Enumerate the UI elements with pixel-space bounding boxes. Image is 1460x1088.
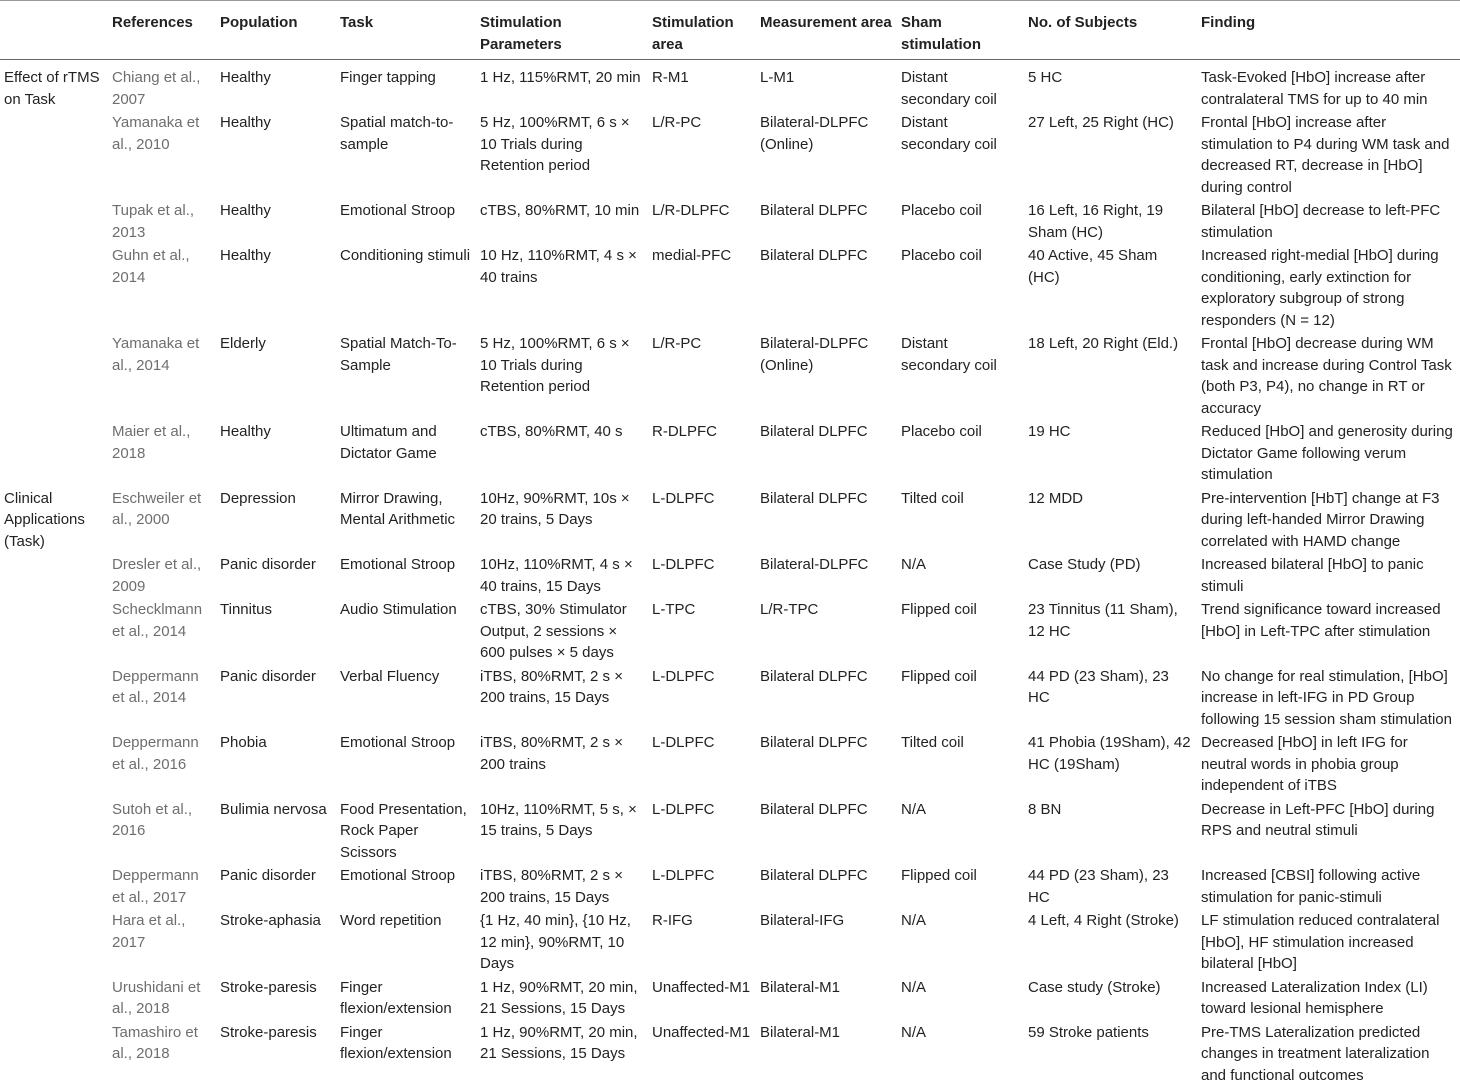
cell-reference: Maier et al., 2018 <box>108 421 216 488</box>
cell-subjects: Case Study (PD) <box>1024 554 1197 599</box>
cell-stim-area: Unaffected-M1 <box>648 1022 756 1088</box>
header-subjects: No. of Subjects <box>1024 1 1197 60</box>
cell-finding: LF stimulation reduced contralateral [HbO], HF stimulation increased bilateral [HbO] <box>1197 910 1460 977</box>
cell-task: Emotional Stroop <box>336 554 476 599</box>
cell-meas-area: L-M1 <box>756 60 897 113</box>
header-finding: Finding <box>1197 1 1460 60</box>
cell-subjects: 4 Left, 4 Right (Stroke) <box>1024 910 1197 977</box>
cell-task: Word repetition <box>336 910 476 977</box>
cell-sham: N/A <box>897 977 1024 1022</box>
cell-task: Food Presentation, Rock Paper Scissors <box>336 799 476 866</box>
cell-population: Panic disorder <box>216 554 336 599</box>
cell-task: Emotional Stroop <box>336 865 476 910</box>
cell-reference: Yamanaka et al., 2014 <box>108 333 216 421</box>
cell-population: Bulimia nervosa <box>216 799 336 866</box>
cell-finding: Pre-intervention [HbT] change at F3 during left-handed Mirror Drawing correlated with HAMD change <box>1197 488 1460 555</box>
cell-meas-area: Bilateral-IFG <box>756 910 897 977</box>
cell-reference: Schecklmann et al., 2014 <box>108 599 216 666</box>
header-sham-stimulation: Sham stimulation <box>897 1 1024 60</box>
cell-finding: Trend significance toward increased [HbO] in Left-TPC after stimulation <box>1197 599 1460 666</box>
header-stimulation-area: Stimulation area <box>648 1 756 60</box>
cell-params: 10Hz, 110%RMT, 4 s × 40 trains, 15 Days <box>476 554 648 599</box>
cell-stim-area: L-DLPFC <box>648 799 756 866</box>
cell-section: Effect of rTMS on Task <box>0 60 108 113</box>
header-task: Task <box>336 1 476 60</box>
table-row <box>0 1022 1460 1088</box>
cell-meas-area: Bilateral-DLPFC (Online) <box>756 112 897 200</box>
cell-finding: Increased bilateral [HbO] to panic stimuli <box>1197 554 1460 599</box>
cell-meas-area: Bilateral DLPFC <box>756 732 897 799</box>
cell-population: Healthy <box>216 200 336 245</box>
cell-subjects: 59 Stroke patients <box>1024 1022 1197 1088</box>
cell-finding: Decrease in Left-PFC [HbO] during RPS and neutral stimuli <box>1197 799 1460 866</box>
table-row <box>0 60 1460 113</box>
cell-reference: Deppermann et al., 2017 <box>108 865 216 910</box>
cell-reference: Urushidani et al., 2018 <box>108 977 216 1022</box>
cell-population: Healthy <box>216 421 336 488</box>
cell-subjects: 27 Left, 25 Right (HC) <box>1024 112 1197 200</box>
cell-section <box>0 977 108 1022</box>
cell-section <box>0 666 108 733</box>
cell-reference: Deppermann et al., 2014 <box>108 666 216 733</box>
cell-stim-area: L-DLPFC <box>648 732 756 799</box>
cell-subjects: 40 Active, 45 Sham (HC) <box>1024 245 1197 333</box>
cell-stim-area: L/R-PC <box>648 333 756 421</box>
cell-finding: Bilateral [HbO] decrease to left-PFC stimulation <box>1197 200 1460 245</box>
cell-sham: Flipped coil <box>897 599 1024 666</box>
table-row <box>0 599 1460 666</box>
cell-population: Panic disorder <box>216 865 336 910</box>
cell-task: Spatial Match-To-Sample <box>336 333 476 421</box>
table-row <box>0 112 1460 200</box>
header-row <box>0 1 1460 60</box>
cell-task: Finger flexion/extension <box>336 1022 476 1088</box>
cell-sham: Flipped coil <box>897 666 1024 733</box>
cell-params: cTBS, 80%RMT, 40 s <box>476 421 648 488</box>
cell-finding: Reduced [HbO] and generosity during Dictator Game following verum stimulation <box>1197 421 1460 488</box>
cell-sham: Placebo coil <box>897 200 1024 245</box>
cell-stim-area: L-DLPFC <box>648 554 756 599</box>
cell-subjects: 19 HC <box>1024 421 1197 488</box>
cell-population: Healthy <box>216 60 336 113</box>
cell-sham: Distant secondary coil <box>897 333 1024 421</box>
cell-population: Stroke-paresis <box>216 1022 336 1088</box>
cell-sham: Tilted coil <box>897 732 1024 799</box>
cell-section <box>0 1022 108 1088</box>
cell-stim-area: R-DLPFC <box>648 421 756 488</box>
cell-sham: Flipped coil <box>897 865 1024 910</box>
cell-subjects: 44 PD (23 Sham), 23 HC <box>1024 666 1197 733</box>
cell-task: Spatial match-to-sample <box>336 112 476 200</box>
cell-population: Stroke-aphasia <box>216 910 336 977</box>
cell-meas-area: Bilateral-M1 <box>756 977 897 1022</box>
table-row <box>0 732 1460 799</box>
cell-meas-area: L/R-TPC <box>756 599 897 666</box>
table-row <box>0 910 1460 977</box>
cell-reference: Eschweiler et al., 2000 <box>108 488 216 555</box>
cell-stim-area: medial-PFC <box>648 245 756 333</box>
cell-reference: Dresler et al., 2009 <box>108 554 216 599</box>
cell-population: Phobia <box>216 732 336 799</box>
cell-reference: Tupak et al., 2013 <box>108 200 216 245</box>
cell-finding: No change for real stimulation, [HbO] increase in left-IFG in PD Group following 15 session sham stimulation <box>1197 666 1460 733</box>
cell-task: Conditioning stimuli <box>336 245 476 333</box>
cell-section <box>0 799 108 866</box>
cell-subjects: 8 BN <box>1024 799 1197 866</box>
cell-params: cTBS, 80%RMT, 10 min <box>476 200 648 245</box>
table-row <box>0 799 1460 866</box>
cell-sham: N/A <box>897 554 1024 599</box>
cell-sham: Tilted coil <box>897 488 1024 555</box>
cell-section <box>0 599 108 666</box>
cell-params: 1 Hz, 90%RMT, 20 min, 21 Sessions, 15 Days <box>476 977 648 1022</box>
cell-stim-area: Unaffected-M1 <box>648 977 756 1022</box>
cell-params: {1 Hz, 40 min}, {10 Hz, 12 min}, 90%RMT, 10 Days <box>476 910 648 977</box>
cell-params: iTBS, 80%RMT, 2 s × 200 trains, 15 Days <box>476 865 648 910</box>
table-row <box>0 200 1460 245</box>
cell-reference: Hara et al., 2017 <box>108 910 216 977</box>
cell-stim-area: R-M1 <box>648 60 756 113</box>
cell-section <box>0 200 108 245</box>
cell-task: Emotional Stroop <box>336 200 476 245</box>
cell-section <box>0 421 108 488</box>
header-population: Population <box>216 1 336 60</box>
cell-finding: Increased Lateralization Index (LI) toward lesional hemisphere <box>1197 977 1460 1022</box>
cell-section <box>0 865 108 910</box>
cell-sham: Placebo coil <box>897 245 1024 333</box>
cell-subjects: 44 PD (23 Sham), 23 HC <box>1024 865 1197 910</box>
table-row <box>0 666 1460 733</box>
cell-params: 10Hz, 90%RMT, 10s × 20 trains, 5 Days <box>476 488 648 555</box>
cell-reference: Yamanaka et al., 2010 <box>108 112 216 200</box>
cell-task: Finger tapping <box>336 60 476 113</box>
cell-sham: N/A <box>897 910 1024 977</box>
cell-reference: Sutoh et al., 2016 <box>108 799 216 866</box>
cell-meas-area: Bilateral DLPFC <box>756 200 897 245</box>
cell-task: Mirror Drawing, Mental Arithmetic <box>336 488 476 555</box>
cell-finding: Decreased [HbO] in left IFG for neutral words in phobia group independent of iTBS <box>1197 732 1460 799</box>
cell-stim-area: L-DLPFC <box>648 666 756 733</box>
table-row <box>0 554 1460 599</box>
table-row <box>0 421 1460 488</box>
cell-population: Elderly <box>216 333 336 421</box>
cell-subjects: 18 Left, 20 Right (Eld.) <box>1024 333 1197 421</box>
cell-stim-area: R-IFG <box>648 910 756 977</box>
table-row <box>0 488 1460 555</box>
cell-section: Clinical Applications (Task) <box>0 488 108 555</box>
cell-reference: Deppermann et al., 2016 <box>108 732 216 799</box>
cell-meas-area: Bilateral DLPFC <box>756 799 897 866</box>
table-row <box>0 977 1460 1022</box>
cell-section <box>0 732 108 799</box>
cell-params: 5 Hz, 100%RMT, 6 s × 10 Trials during Retention period <box>476 333 648 421</box>
cell-params: cTBS, 30% Stimulator Output, 2 sessions × 600 pulses × 5 days <box>476 599 648 666</box>
cell-sham: N/A <box>897 1022 1024 1088</box>
cell-section <box>0 245 108 333</box>
cell-section <box>0 554 108 599</box>
cell-subjects: 16 Left, 16 Right, 19 Sham (HC) <box>1024 200 1197 245</box>
cell-section <box>0 333 108 421</box>
cell-meas-area: Bilateral-DLPFC (Online) <box>756 333 897 421</box>
cell-params: 10 Hz, 110%RMT, 4 s × 40 trains <box>476 245 648 333</box>
cell-sham: Distant secondary coil <box>897 60 1024 113</box>
cell-meas-area: Bilateral DLPFC <box>756 865 897 910</box>
cell-population: Tinnitus <box>216 599 336 666</box>
cell-task: Finger flexion/extension <box>336 977 476 1022</box>
table-row <box>0 245 1460 333</box>
cell-population: Stroke-paresis <box>216 977 336 1022</box>
header-stimulation-parameters: Stimulation Parameters <box>476 1 648 60</box>
cell-finding: Increased [CBSI] following active stimulation for panic-stimuli <box>1197 865 1460 910</box>
header-references: References <box>108 1 216 60</box>
cell-params: iTBS, 80%RMT, 2 s × 200 trains, 15 Days <box>476 666 648 733</box>
cell-sham: Distant secondary coil <box>897 112 1024 200</box>
cell-params: iTBS, 80%RMT, 2 s × 200 trains <box>476 732 648 799</box>
cell-subjects: 23 Tinnitus (11 Sham), 12 HC <box>1024 599 1197 666</box>
cell-finding: Task-Evoked [HbO] increase after contralateral TMS for up to 40 min <box>1197 60 1460 113</box>
cell-finding: Frontal [HbO] increase after stimulation to P4 during WM task and decreased RT, decrease in [HbO] during control <box>1197 112 1460 200</box>
cell-meas-area: Bilateral DLPFC <box>756 666 897 733</box>
cell-params: 10Hz, 110%RMT, 5 s, × 15 trains, 5 Days <box>476 799 648 866</box>
cell-finding: Pre-TMS Lateralization predicted changes in treatment lateralization and functional outcomes <box>1197 1022 1460 1088</box>
cell-population: Panic disorder <box>216 666 336 733</box>
cell-meas-area: Bilateral-DLPFC <box>756 554 897 599</box>
header-measurement-area: Measurement area <box>756 1 897 60</box>
cell-subjects: 41 Phobia (19Sham), 42 HC (19Sham) <box>1024 732 1197 799</box>
cell-params: 1 Hz, 90%RMT, 20 min, 21 Sessions, 15 Days <box>476 1022 648 1088</box>
cell-meas-area: Bilateral DLPFC <box>756 245 897 333</box>
cell-sham: N/A <box>897 799 1024 866</box>
cell-subjects: 5 HC <box>1024 60 1197 113</box>
cell-task: Audio Stimulation <box>336 599 476 666</box>
cell-task: Emotional Stroop <box>336 732 476 799</box>
cell-subjects: Case study (Stroke) <box>1024 977 1197 1022</box>
cell-reference: Chiang et al., 2007 <box>108 60 216 113</box>
cell-finding: Frontal [HbO] decrease during WM task and increase during Control Task (both P3, P4), no change in RT or accuracy <box>1197 333 1460 421</box>
cell-stim-area: L-DLPFC <box>648 488 756 555</box>
table-row <box>0 333 1460 421</box>
cell-population: Healthy <box>216 112 336 200</box>
cell-section <box>0 910 108 977</box>
cell-sham: Placebo coil <box>897 421 1024 488</box>
cell-subjects: 12 MDD <box>1024 488 1197 555</box>
table-row <box>0 865 1460 910</box>
cell-params: 1 Hz, 115%RMT, 20 min <box>476 60 648 113</box>
cell-population: Healthy <box>216 245 336 333</box>
cell-stim-area: L-TPC <box>648 599 756 666</box>
cell-stim-area: L-DLPFC <box>648 865 756 910</box>
cell-reference: Tamashiro et al., 2018 <box>108 1022 216 1088</box>
cell-finding: Increased right-medial [HbO] during conditioning, early extinction for exploratory subgroup of strong responders (N = 12) <box>1197 245 1460 333</box>
cell-task: Ultimatum and Dictator Game <box>336 421 476 488</box>
cell-task: Verbal Fluency <box>336 666 476 733</box>
cell-params: 5 Hz, 100%RMT, 6 s × 10 Trials during Retention period <box>476 112 648 200</box>
cell-meas-area: Bilateral DLPFC <box>756 488 897 555</box>
cell-reference: Guhn et al., 2014 <box>108 245 216 333</box>
cell-section <box>0 112 108 200</box>
header-section <box>0 1 108 60</box>
cell-stim-area: L/R-DLPFC <box>648 200 756 245</box>
cell-stim-area: L/R-PC <box>648 112 756 200</box>
cell-population: Depression <box>216 488 336 555</box>
cell-meas-area: Bilateral DLPFC <box>756 421 897 488</box>
cell-meas-area: Bilateral-M1 <box>756 1022 897 1088</box>
